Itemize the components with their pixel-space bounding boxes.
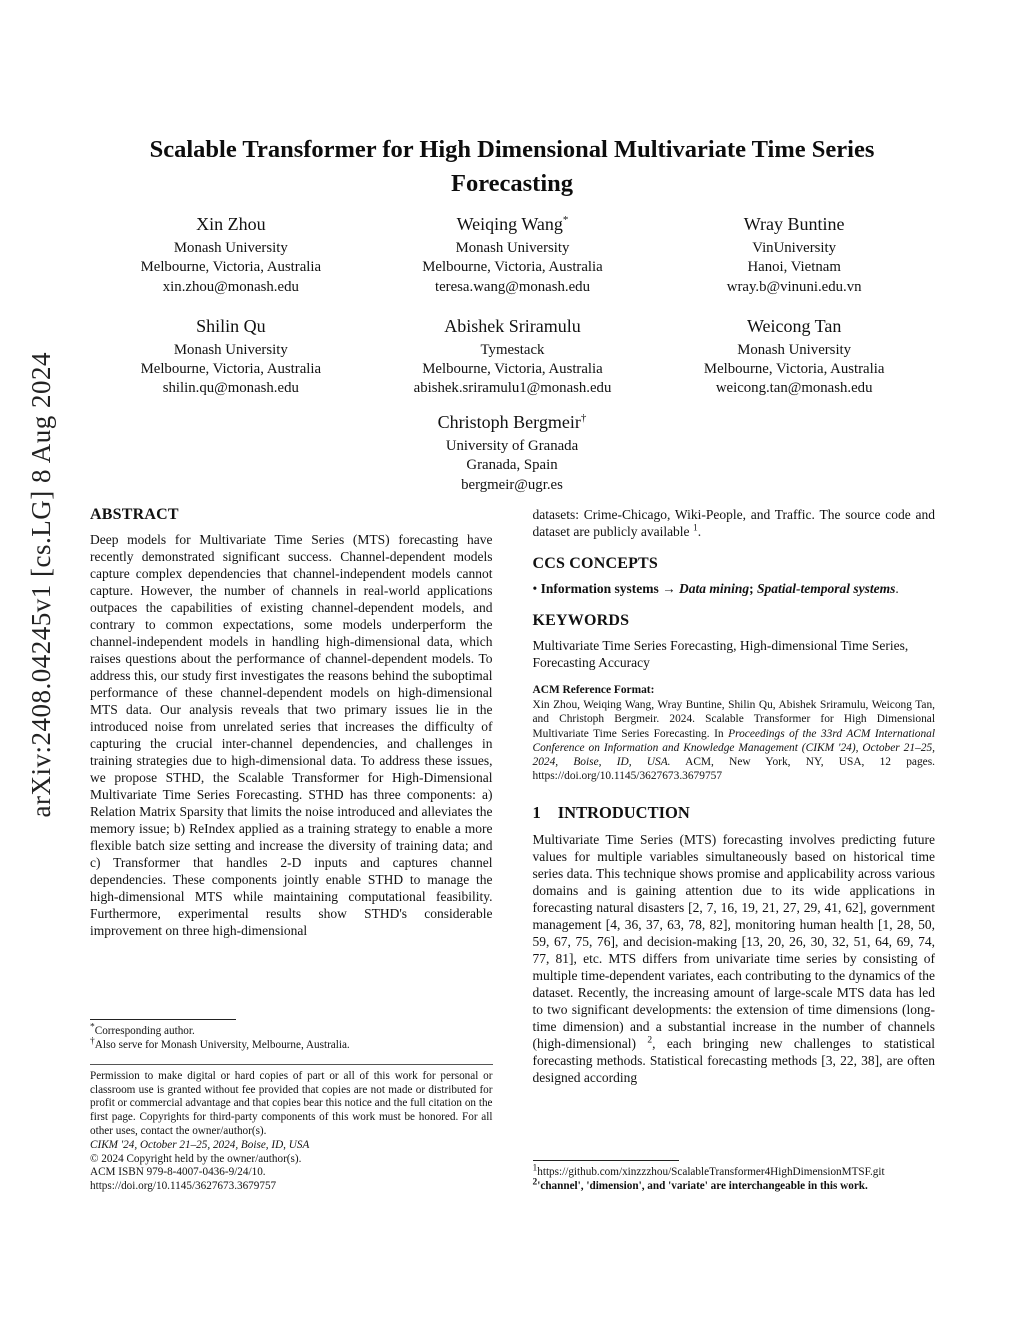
authors-grid (90, 214, 935, 399)
ccs-period: . (895, 581, 899, 596)
author-location: Melbourne, Victoria, Australia (422, 259, 603, 276)
author-name (653, 214, 935, 235)
author-marker: * (562, 214, 569, 226)
author-affiliation: Monash University (173, 341, 288, 358)
doi-link[interactable]: https://doi.org/10.1145/3627673.3679757 (90, 1180, 277, 1193)
abstract-continuation-text (533, 506, 936, 540)
permission-statement: Permission to make digital or hard copies of part or all of this work for personal or classroom use is granted without fee provided that copies are not made or distributed for profit or commercial advantage and that copies bear this notice and the full citation on the first page. Copyrights for third-party components of this work must be honored. For all other uses, contact the owner/author(s). (90, 1069, 493, 1138)
author-block (90, 316, 372, 399)
copyright-line: © 2024 Copyright held by the owner/author(s). (90, 1152, 302, 1165)
footnote-rule (533, 1160, 679, 1161)
author-affiliation: Monash University (737, 341, 852, 358)
left-column (90, 506, 493, 1194)
author-marker: † (580, 412, 587, 424)
github-link[interactable]: https://github.com/xinzzzhou/ScalableTransformer4HighDimensionMTSF.git (537, 1166, 885, 1179)
author-affiliation: University of Granada (445, 438, 579, 454)
acm-reference-authors: Xin Zhou, Weiqing Wang, Wray Buntine, Shilin Qu, Abishek Sriramulu, Weicong Tan, and Christoph Bergmeir. 2024. Scalable Transformer for High Dimensional Multivariate Time Series Forecasting. In (532, 699, 935, 740)
footnote-1 (532, 1163, 936, 1180)
author-affiliation: Monash University (173, 240, 288, 256)
author-email: wray.b@vinuni.edu.vn (726, 278, 862, 295)
introduction-text (533, 831, 936, 1086)
author-name-text: Xin Zhou (196, 214, 266, 234)
author-name-text: Weicong Tan (746, 315, 842, 336)
author-name (372, 214, 654, 235)
ccs-bullet: • (532, 581, 541, 596)
acm-reference-publisher: ACM, New York, NY, USA, 12 pages. https://doi.org/10.1145/3627673.3679757 (532, 756, 935, 783)
author-location: Hanoi, Vietnam (747, 259, 841, 276)
author-block (438, 412, 587, 495)
ccs-heading: CCS CONCEPTS (532, 555, 659, 572)
footnote-2-ref: 2 (647, 1035, 653, 1046)
author-block (653, 214, 935, 297)
conference-line: CIKM '24, October 21–25, 2024, Boise, ID, USA (90, 1138, 310, 1151)
author-name-text: Abishek Sriramulu (444, 315, 581, 336)
author-email: teresa.wang@monash.edu (435, 278, 590, 295)
abstract-heading: ABSTRACT (90, 506, 179, 523)
author-affiliation: Tymestack (480, 341, 545, 358)
continuation-period: . (697, 524, 702, 539)
author-name (438, 412, 587, 433)
author-location: Melbourne, Victoria, Australia (703, 361, 885, 378)
ccs-concept-data-mining: Data mining (678, 581, 750, 596)
author-block (372, 316, 654, 399)
author-name (372, 316, 654, 337)
ccs-arrow: → (658, 581, 679, 596)
body-columns (90, 506, 935, 1194)
keywords-heading: KEYWORDS (532, 612, 630, 629)
also-serve-text: Also serve for Monash University, Melbourne, Australia. (94, 1039, 350, 1052)
right-column (533, 506, 936, 1194)
ccs-concept-spatial-temporal: Spatial-temporal systems (757, 581, 896, 596)
footnote-2-marker: 2 (532, 1177, 538, 1188)
ccs-concept-information-systems: Information systems (540, 581, 659, 596)
author-location: Granada, Spain (466, 457, 558, 474)
left-footnote-block (90, 1007, 493, 1194)
author-email: weicong.tan@monash.edu (715, 380, 873, 397)
acm-reference-venue: Proceedings of the 33rd ACM International Conference on Information and Knowledge Management (CIKM '24), October 21–25, 2024, Boise, ID, USA. (532, 727, 935, 769)
author-email: abishek.sriramulu1@monash.edu (413, 380, 612, 397)
author-name-text: Wray Buntine (743, 214, 845, 234)
footnote-1-ref: 1 (692, 523, 698, 534)
ccs-separator: ; (749, 581, 758, 596)
author-email: bergmeir@ugr.es (461, 476, 563, 493)
acm-reference-text (533, 698, 936, 784)
ccs-concepts-text (533, 580, 936, 597)
isbn-line: ACM ISBN 979-8-4007-0436-9/24/10. (90, 1166, 266, 1179)
asterisk-marker: * (90, 1022, 95, 1033)
author-name-text: Weiqing Wang (456, 214, 563, 234)
footnote-2-text: 'channel', 'dimension', and 'variate' are interchangeable in this work. (537, 1180, 868, 1193)
acm-reference-heading: ACM Reference Format: (532, 684, 655, 696)
author-email: xin.zhou@monash.edu (162, 278, 299, 295)
introduction-part2: , each bringing new challenges to statistical forecasting methods. Statistical forecasting methods [3, 22, 38], are often designed according (532, 1035, 935, 1085)
author-location: Melbourne, Victoria, Australia (140, 361, 322, 378)
author-email: shilin.qu@monash.edu (162, 380, 299, 397)
section-number: 1 (532, 802, 541, 822)
author-name (653, 316, 935, 337)
also-serve-note (90, 1036, 493, 1053)
arxiv-watermark: arXiv:2408.04245v1 [cs.LG] 8 Aug 2024 (26, 352, 56, 818)
author-name (90, 316, 372, 337)
author-block (90, 214, 372, 297)
footnote-1-marker: 1 (532, 1163, 538, 1174)
introduction-heading (533, 803, 936, 823)
author-name-text: Christoph Bergmeir (437, 412, 581, 432)
footnote-rule (90, 1019, 236, 1020)
introduction-part1: Multivariate Time Series (MTS) forecasting involves predicting future values for multiple variables simultaneously based on historical time series data. This technique shows promise and applicability across various domains and is gaining attention due to its wide applications in forecasting natural disasters [2, 7, 16, 19, 21, 27, 29, 41, 62], government management [4, 36, 37, 63, 78, 82], monitoring human health [1, 28, 50, 59, 67, 75, 76], and decision-making [13, 20, 26, 30, 32, 51, 64, 69, 74, 77, 81], etc. MTS differs from univariate time series by consisting of multiple time-dependent variates, each contributing to the dynamics of the dataset. Recently, the increasing amount of large-scale MTS data has led to two significant developments: the extension of time dimensions (long-time dimension) and a substantial increase in the number of channels (high-dimensional) (532, 831, 935, 1051)
keywords-text: Multivariate Time Series Forecasting, High-dimensional Time Series, Forecasting Accuracy (532, 638, 909, 670)
corresponding-author-note (90, 1022, 493, 1039)
permission-rule (90, 1064, 493, 1065)
author-block (653, 316, 935, 399)
author-affiliation: Monash University (455, 240, 570, 256)
author-block (372, 214, 654, 297)
author-location: Melbourne, Victoria, Australia (140, 259, 322, 276)
author-block-centered (0, 412, 1024, 495)
author-location: Melbourne, Victoria, Australia (422, 361, 603, 378)
paper-title: Scalable Transformer for High Dimensional Multivariate Time Series Forecasting (149, 136, 875, 197)
section-title: INTRODUCTION (557, 802, 690, 822)
continuation-text: datasets: Crime-Chicago, Wiki-People, and Traffic. The source code and dataset are publicly available (532, 507, 935, 539)
corresponding-author-text: Corresponding author. (94, 1025, 195, 1038)
abstract-text: Deep models for Multivariate Time Series (MTS) forecasting have recently demonstrated significant success. Channel-dependent models capture complex dependencies that channel-independent models cannot capture. However, the number of channels in real-world applications outpaces the capabilities of existing channel-dependent models, and contrary to common expectations, some models underperform the channel-independent models in handling high-dimensional data, which raises questions about the performance of channel-dependent models. To address this, our study first investigates the reasons behind the suboptimal performance of these channel-dependent models on high-dimensional MTS data. Our analysis reveals that two primary issues lie in the introduced noise from unrelated series that increases the difficulty of capturing the crucial inter-channel dependencies, and challenges in training strategies due to high-dimensional data. To address these issues, we propose STHD, the Scalable Transformer for High-Dimensional Multivariate Time Series Forecasting. STHD has three components: a) Relation Matrix Sparsity that limits the noise introduced and alleviates the memory issue; b) ReIndex applied as a training strategy to enable a more flexible batch size setting and increase the diversity of training data; and c) Transformer that handles 2-D inputs and captures channel dependencies. These components jointly enable STHD to manage the high-dimensional MTS while maintaining computational feasibility. Furthermore, experimental results show STHD's considerable improvement on three high-dimensional (90, 532, 493, 938)
author-name (90, 214, 372, 235)
author-name-text: Shilin Qu (196, 315, 266, 336)
dagger-marker: † (90, 1036, 95, 1047)
author-affiliation: VinUniversity (752, 240, 837, 256)
footnote-2 (532, 1177, 936, 1194)
right-footnote-block (533, 1148, 936, 1194)
